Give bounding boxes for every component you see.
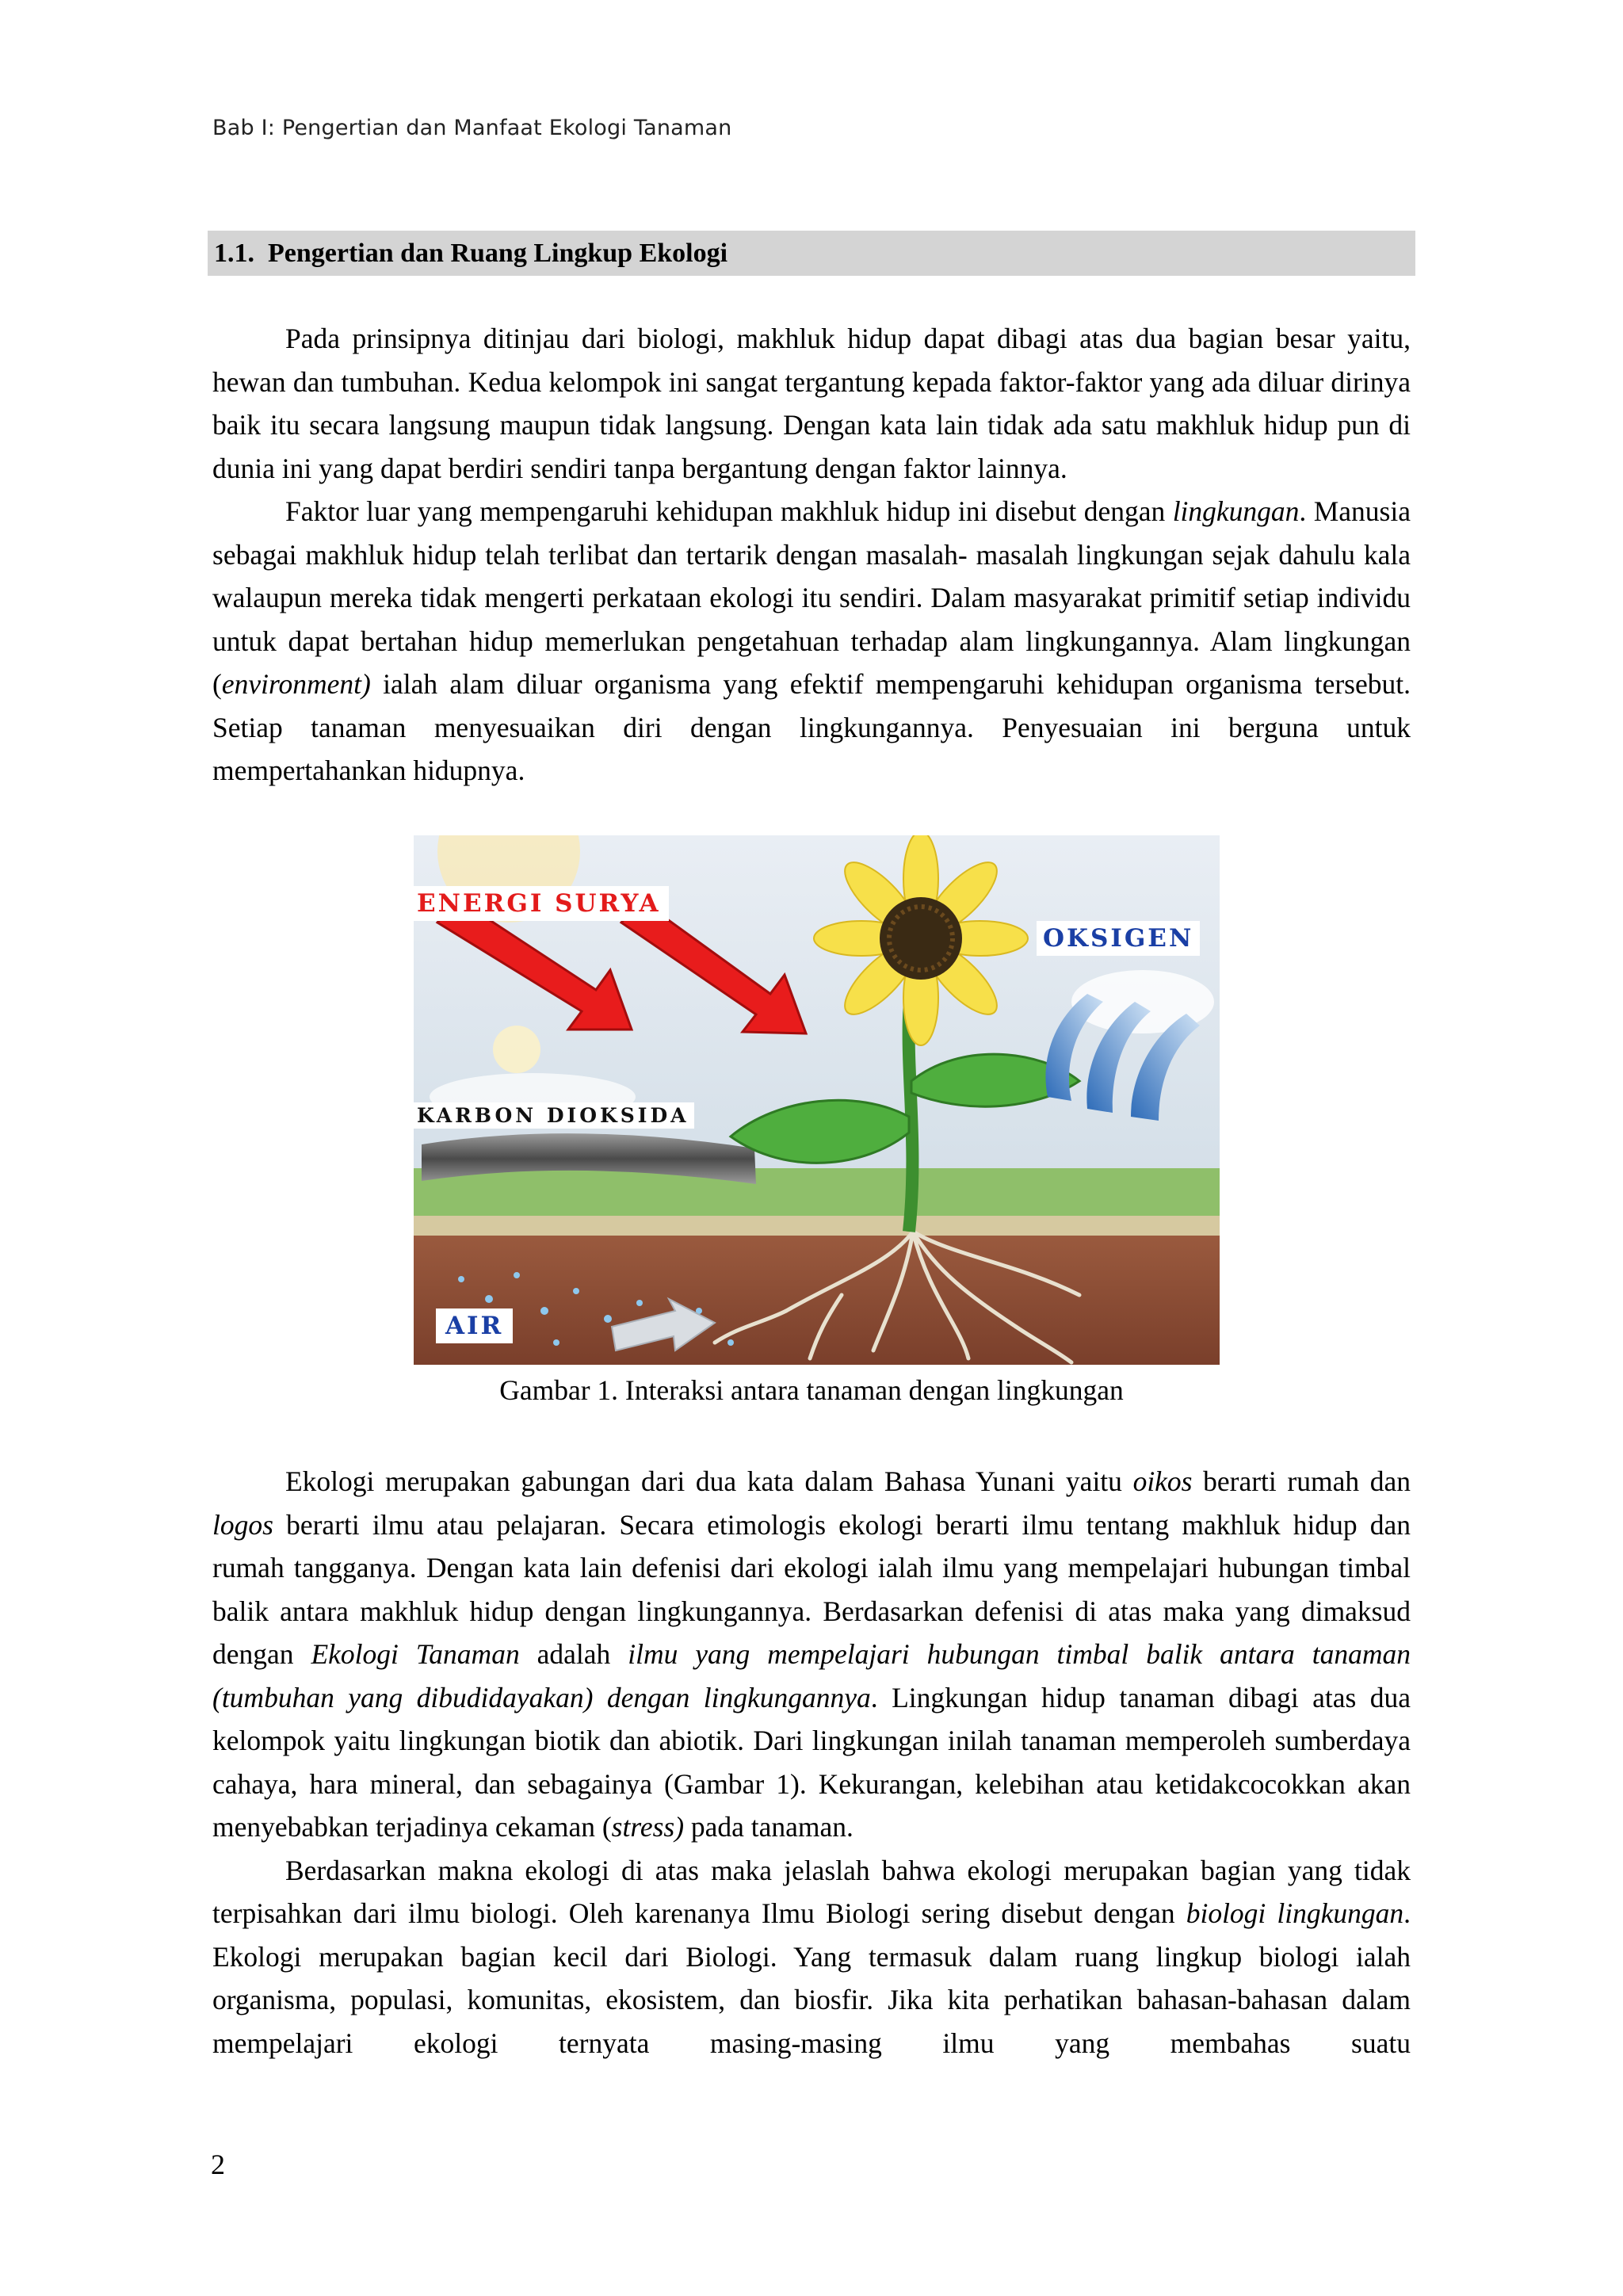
section-heading — [214, 233, 727, 274]
paragraph-2 — [212, 490, 1411, 793]
term-logos: logos — [212, 1508, 273, 1541]
label-air: AIR — [436, 1308, 513, 1343]
label-energi-surya: ENERGI SURYA — [414, 886, 669, 921]
paragraph-2-text-a: Faktor luar yang mempengaruhi kehidupan makhluk hidup ini disebut dengan — [285, 495, 1173, 527]
term-stress: stress) — [611, 1811, 685, 1843]
paragraph-1: Pada prinsipnya ditinjau dari biologi, makhluk hidup dapat dibagi atas dua bagian besar yaitu, hewan dan tumbuhan. Kedua kelompok ini sangat tergantung kepada faktor-faktor yang ada diluar dirinya baik itu secara langsung maupun tidak langsung. Dengan kata lain tidak ada satu makhluk hidup pun di dunia ini yang dapat berdiri sendiri tanpa bergantung dengan faktor lainnya. — [212, 323, 1411, 484]
figure-caption: Gambar 1. Interaksi antara tanaman dengan lingkungan — [499, 1374, 1124, 1406]
section-title: Pengertian dan Ruang Lingkup Ekologi — [268, 239, 728, 268]
paragraph-3-text-b: berarti rumah dan — [1192, 1465, 1411, 1497]
paragraph-2-text-c: ialah alam diluar organisma yang efektif mempengaruhi kehidupan organisma tersebut. Setiap tanaman menyesuaikan diri dengan lingkungannya. Penyesuaian ini berguna untuk mempertahankan hidupnya. — [212, 668, 1411, 786]
label-karbon-dioksida: KARBON DIOKSIDA — [414, 1102, 694, 1129]
sun-spot — [493, 1026, 540, 1073]
term-biologi-lingkungan: biologi lingkungan — [1186, 1897, 1404, 1929]
ground-strip — [414, 1216, 1220, 1238]
paragraph-4-text-b: . Ekologi merupakan bagian kecil dari Biologi. Yang termasuk dalam ruang lingkup biologi ialah organisma, populasi, komunitas, ekosistem, dan biosfir. Jika kita perhatikan bahasan-bahasan dalam mempelajari ekologi ternyata masing-masing ilmu yang membahas suatu — [212, 1897, 1411, 2059]
body-text-top — [212, 317, 1411, 793]
grass-strip — [414, 1168, 1220, 1224]
definition-ekologi-tanaman: ilmu yang mempelajari hubungan timbal balik antara tanaman (tumbuhan yang dibudidayakan) dengan lingkungannya — [212, 1638, 1411, 1713]
body-text-bottom — [212, 1460, 1411, 2065]
label-oksigen: OKSIGEN — [1037, 921, 1200, 956]
paragraph-3-text-d: adalah — [519, 1638, 628, 1670]
paragraph-2-text-b: . Manusia sebagai makhluk hidup telah terlibat dan tertarik dengan masalah- masalah lingkungan sejak dahulu kala walaupun mereka tidak mengerti perkataan ekologi itu sendiri. Dalam masyarakat primitif setiap individu untuk dapat bertahan hidup memerlukan pengetahuan terhadap alam lingkungannya. Alam lingkungan ( — [212, 495, 1411, 700]
paragraph-3-text-e: . Lingkungan hidup tanaman dibagi atas dua kelompok yaitu lingkungan biotik dan abiotik. Dari lingkungan inilah tanaman memperoleh sumberdaya cahaya, hara mineral, dan sebagainya (Gambar 1). Kekurangan, kelebihan atau ketidakcocokkan akan menyebabkan terjadinya cekaman ( — [212, 1681, 1411, 1843]
term-ekologi-tanaman: Ekologi Tanaman — [311, 1638, 520, 1670]
page-number: 2 — [211, 2149, 225, 2180]
term-environment: environment) — [221, 668, 371, 700]
paragraph-3 — [212, 1460, 1411, 1849]
paragraph-4-text-a: Berdasarkan makna ekologi di atas maka jelaslah bahwa ekologi merupakan bagian yang tidak terpisahkan dari ilmu biologi. Oleh karenanya Ilmu Biologi sering disebut dengan — [212, 1854, 1411, 1929]
figure-plant-interaction — [414, 835, 1220, 1365]
paragraph-3-text-a: Ekologi merupakan gabungan dari dua kata dalam Bahasa Yunani yaitu — [285, 1465, 1133, 1497]
term-lingkungan: lingkungan — [1172, 495, 1300, 527]
term-oikos: oikos — [1132, 1465, 1193, 1497]
paragraph-4 — [212, 1849, 1411, 2065]
paragraph-3-text-c: berarti ilmu atau pelajaran. Secara etimologis ekologi berarti ilmu tentang makhluk hidup dan rumah tangganya. Dengan kata lain defenisi dari ekologi ialah ilmu yang mempelajari hubungan timbal balik antara makhluk hidup dengan lingkungannya. Berdasarkan defenisi di atas maka yang dimaksud dengan — [212, 1508, 1411, 1670]
section-number: 1.1. — [214, 239, 254, 268]
running-header: Bab I: Pengertian dan Manfaat Ekologi Tanaman — [212, 116, 732, 140]
paragraph-3-text-f: pada tanaman. — [684, 1811, 854, 1843]
flower-center — [880, 897, 962, 980]
